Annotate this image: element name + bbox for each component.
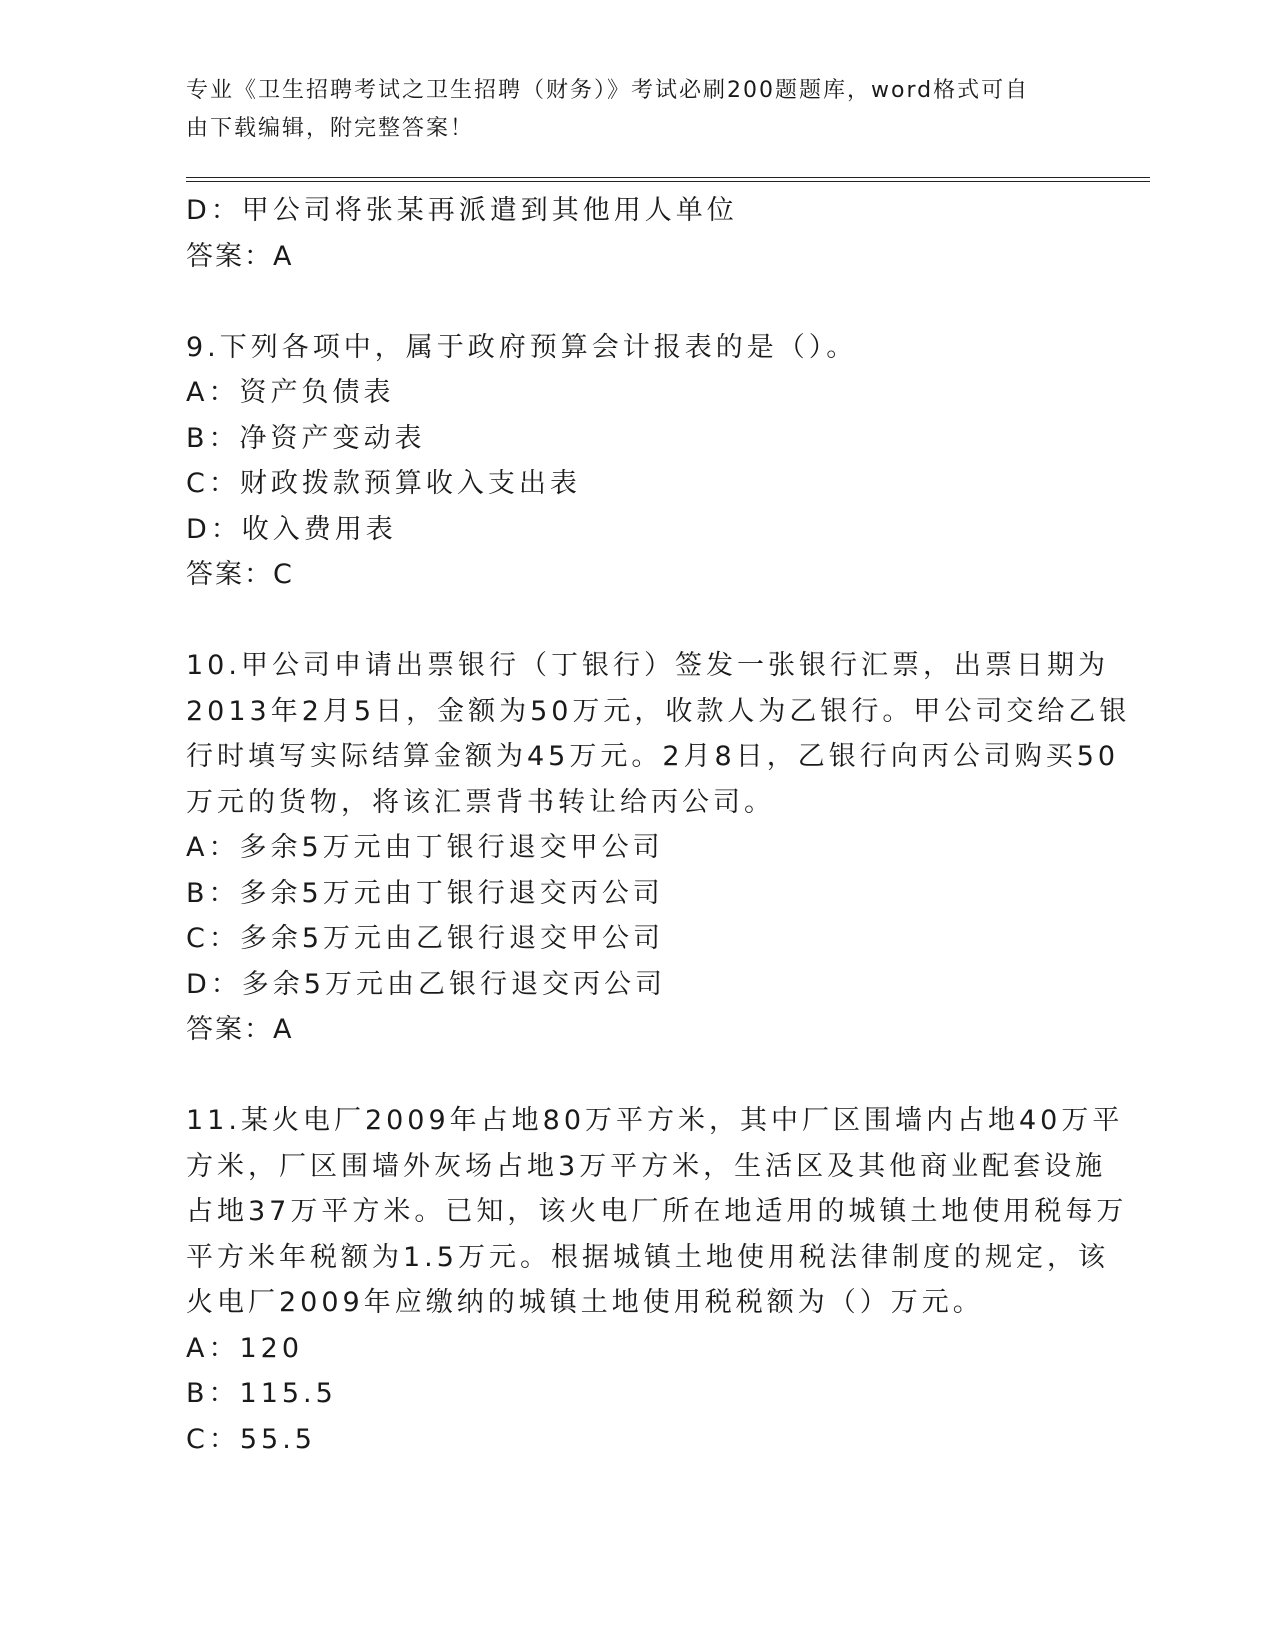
q10-option-d: D：多余5万元由乙银行退交丙公司 — [186, 968, 666, 1000]
header-line-2: 由下载编辑，附完整答案！ — [186, 116, 475, 141]
question-content — [186, 188, 1131, 1462]
q11-option-b: B：115.5 — [186, 1378, 337, 1409]
q9-option-a: A：资产负债表 — [186, 377, 395, 408]
q9-option-b: B：净资产变动表 — [186, 422, 426, 454]
q11-stem-line: 占地37万平方米。已知，该火电厂所在地适用的城镇土地使用税每万 — [186, 1196, 1128, 1227]
q10-stem-line: 行时填写实际结算金额为45万元。2月8日，乙银行向丙公司购买50 — [186, 741, 1120, 772]
q11-option-c: C：55.5 — [186, 1423, 316, 1455]
q8-answer: 答案：A — [186, 240, 294, 272]
q10-answer: 答案：A — [186, 1014, 294, 1045]
header-divider-bottom — [186, 181, 1150, 182]
q11-stem-line: 11.某火电厂2009年占地80万平方米，其中厂区围墙内占地40万平 — [186, 1105, 1124, 1136]
spacer — [186, 1053, 1086, 1099]
spacer — [186, 279, 1086, 325]
q10-option-b: B：多余5万元由丁银行退交丙公司 — [186, 877, 664, 909]
q9-option-c: C：财政拨款预算收入支出表 — [186, 468, 581, 499]
q11-stem-line: 火电厂2009年应缴纳的城镇土地使用税税额为（）万元。 — [186, 1287, 984, 1318]
q10-stem-line: 10.甲公司申请出票银行（丁银行）签发一张银行汇票，出票日期为 — [186, 650, 1109, 681]
q9-stem: 9.下列各项中，属于政府预算会计报表的是（）。 — [186, 331, 858, 363]
q11-option-a: A：120 — [186, 1332, 304, 1364]
header-line-1: 专业《卫生招聘考试之卫生招聘（财务）》考试必刷200题题库，word格式可自 — [186, 78, 1030, 103]
q10-stem-line: 万元的货物，将该汇票背书转让给丙公司。 — [186, 786, 775, 818]
q11-stem-line: 方米，厂区围墙外灰场占地3万平方米，生活区及其他商业配套设施 — [186, 1150, 1107, 1182]
document-header — [186, 72, 1066, 148]
q11-stem-line: 平方米年税额为1.5万元。根据城镇土地使用税法律制度的规定，该 — [186, 1241, 1109, 1273]
header-divider-top — [186, 177, 1150, 178]
q10-stem — [186, 643, 1131, 825]
q10-option-a: A：多余5万元由丁银行退交甲公司 — [186, 832, 664, 863]
q9-option-d: D：收入费用表 — [186, 513, 397, 545]
q11-stem — [186, 1098, 1128, 1326]
spacer — [186, 598, 1086, 644]
q8-option-d: D：甲公司将张某再派遣到其他用人单位 — [186, 195, 738, 226]
q10-option-c: C：多余5万元由乙银行退交甲公司 — [186, 923, 665, 954]
q9-answer: 答案：C — [186, 559, 294, 590]
q10-stem-line: 2013年2月5日，金额为50万元，收款人为乙银行。甲公司交给乙银 — [186, 695, 1131, 727]
